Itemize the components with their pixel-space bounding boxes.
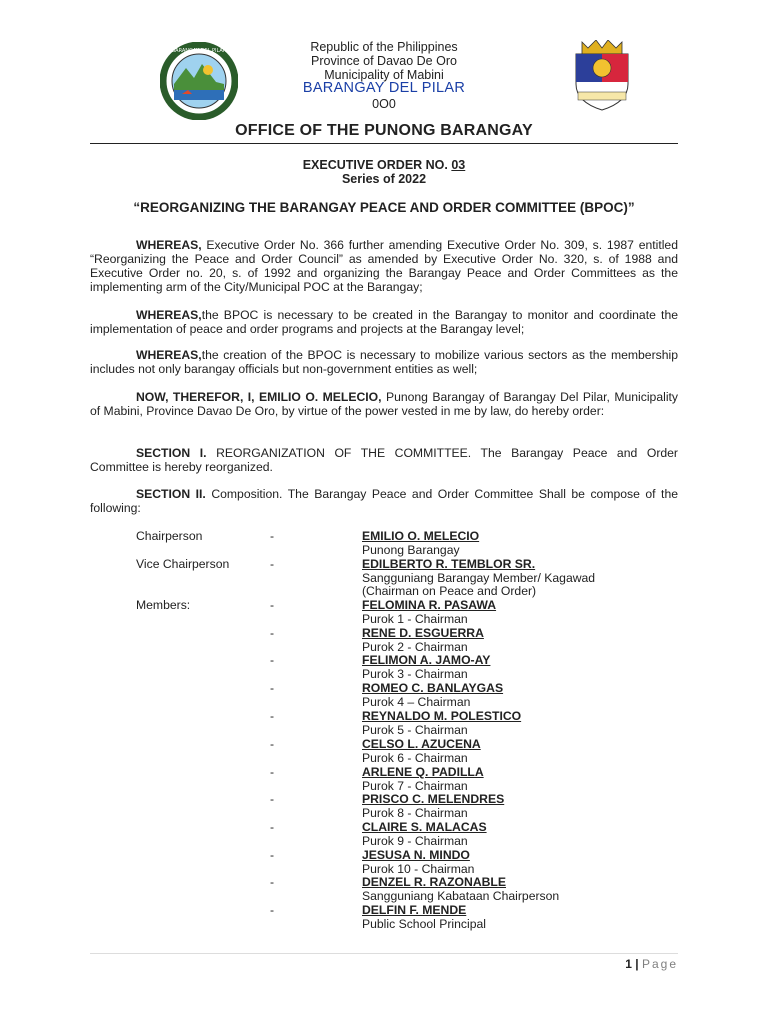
list-dash: - (270, 875, 275, 889)
member-position: Purok 9 - Chairman (362, 834, 468, 848)
member-position: Sangguniang Barangay Member/ Kagawad (362, 571, 596, 585)
paragraph-now-therefor: NOW, THEREFOR, I, EMILIO O. MELECIO, Punong Barangay of Barangay Del Pilar, Municipality of Mabini, Province Davao De Oro, by virtue of the power vested in me by law, do hereby order: (90, 390, 679, 418)
member-name: DELFIN F. MENDE (362, 903, 467, 917)
list-dash: - (270, 529, 275, 543)
paragraph-whereas-2: WHEREAS,the BPOC is necessary to be created in the Barangay to monitor and coordinate the implementation of peace and order programs and projects at the Barangay level; (90, 308, 678, 336)
header-municipality: Municipality of Mabini (324, 68, 444, 82)
member-name: EDILBERTO R. TEMBLOR SR. (362, 557, 536, 571)
list-dash: - (270, 598, 275, 612)
paragraph-section-2: SECTION II. Composition. The Barangay Peace and Order Committee Shall be compose of the following: (90, 487, 679, 515)
member-position: Purok 2 - Chairman (362, 640, 468, 654)
list-dash: - (270, 848, 275, 862)
list-dash: - (270, 792, 275, 806)
office-title: OFFICE OF THE PUNONG BARANGAY (235, 122, 533, 139)
list-dash: - (270, 709, 275, 723)
member-position: Sangguniang Kabataan Chairperson (362, 889, 560, 903)
header-code: 0O0 (372, 97, 396, 111)
footer-divider (90, 953, 678, 954)
member-name: FELIMON A. JAMO-AY (362, 653, 491, 667)
member-position: Purok 4 – Chairman (362, 695, 471, 709)
member-name: ARLENE Q. PADILLA (362, 765, 484, 779)
header-barangay: BARANGAY DEL PILAR (302, 80, 466, 96)
member-position: Purok 6 - Chairman (362, 751, 468, 765)
role-vice-chairperson: Vice Chairperson (136, 557, 230, 571)
list-dash: - (270, 557, 275, 571)
member-name: EMILIO O. MELECIO (362, 529, 480, 543)
role-chairperson: Chairperson (136, 529, 203, 543)
member-name: FELOMINA R. PASAWA (362, 598, 497, 612)
member-name: REYNALDO M. POLESTICO (362, 709, 522, 723)
member-name: CLAIRE S. MALACAS (362, 820, 487, 834)
svg-text:BARANGAY DEL PILAR: BARANGAY DEL PILAR (171, 48, 227, 54)
member-position: Purok 3 - Chairman (362, 667, 468, 681)
member-position: Purok 1 - Chairman (362, 612, 468, 626)
member-position-detail: (Chairman on Peace and Order) (362, 584, 537, 598)
list-dash: - (270, 681, 275, 695)
list-dash: - (270, 765, 275, 779)
member-position: Punong Barangay (362, 543, 460, 557)
list-dash: - (270, 626, 275, 640)
header-province: Province of Davao De Oro (311, 54, 457, 68)
paragraph-whereas-3: WHEREAS,the creation of the BPOC is necessary to mobilize various sectors as the membership includes not only barangay officials but non-government entities as well; (90, 348, 678, 376)
member-name: RENE D. ESGUERRA (362, 626, 484, 640)
list-dash: - (270, 653, 275, 667)
list-dash: - (270, 737, 275, 751)
member-position: Purok 10 - Chairman (362, 862, 475, 876)
member-position: Purok 5 - Chairman (362, 723, 468, 737)
member-position: Public School Principal (362, 917, 486, 931)
executive-order-series: Series of 2022 (341, 172, 427, 186)
member-position: Purok 7 - Chairman (362, 779, 468, 793)
paragraph-whereas-1: WHEREAS, Executive Order No. 366 further amending Executive Order No. 309, s. 1987 entitled “Reorganizing the Peace and Order Council” as amended by Executive Order No. 320, s. of 1988 and Executive Order no. 20, s. of 1992 and organizing the Barangay Peace and Order Committees as the implementing arm of the City/Municipal POC at the Barangay; (90, 238, 678, 294)
executive-order-title: “REORGANIZING THE BARANGAY PEACE AND ORDER COMMITTEE (BPOC)” (133, 200, 635, 215)
member-name: CELSO L. AZUCENA (362, 737, 481, 751)
role-members: Members: (136, 598, 191, 612)
page-number: 1 | Page (625, 957, 678, 971)
paragraph-section-1: SECTION I. REORGANIZATION OF THE COMMITTEE. The Barangay Peace and Order Committee is hereby reorganized. (90, 446, 678, 474)
member-name: DENZEL R. RAZONABLE (362, 875, 506, 889)
header-divider (90, 143, 678, 144)
header-republic: Republic of the Philippines (310, 40, 458, 54)
executive-order-number: EXECUTIVE ORDER NO. 03 (302, 158, 466, 172)
member-name: JESUSA N. MINDO (362, 848, 470, 862)
member-name: PRISCO C. MELENDRES (362, 792, 505, 806)
member-name: ROMEO C. BANLAYGAS (362, 681, 504, 695)
list-dash: - (270, 820, 275, 834)
list-dash: - (270, 903, 275, 917)
member-position: Purok 8 - Chairman (362, 806, 468, 820)
